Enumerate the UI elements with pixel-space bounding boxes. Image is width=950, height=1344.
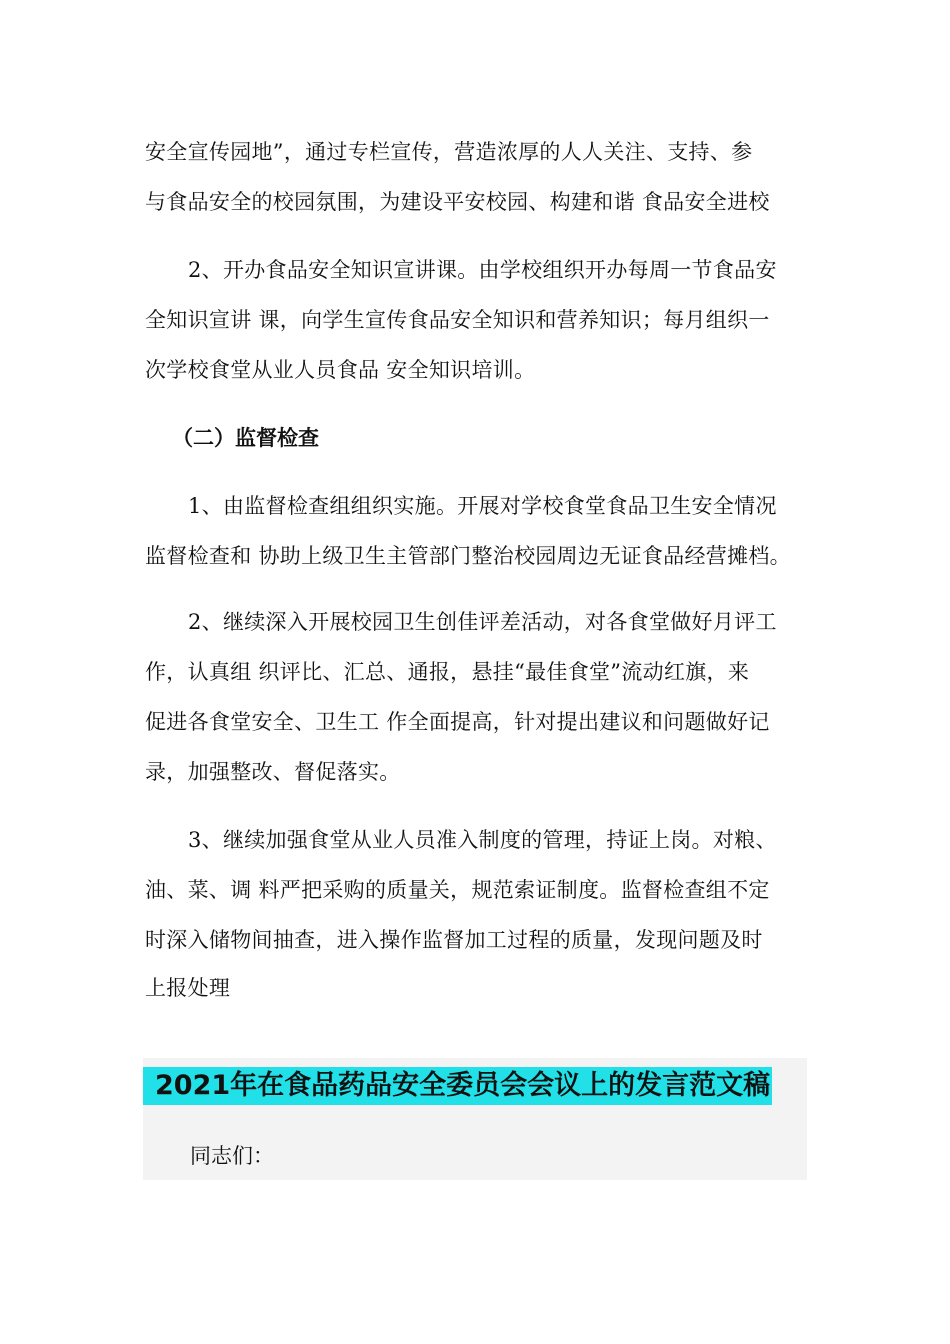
paragraph-line: 作，认真组 织评比、汇总、通报，悬挂“最佳食堂”流动红旗，来 xyxy=(145,660,750,684)
paragraph-line: 监督检查和 协助上级卫生主管部门整治校园周边无证食品经营摊档。 xyxy=(145,544,791,568)
paragraph-line: 时深入储物间抽查，进入操作监督加工过程的质量，发现问题及时 xyxy=(145,928,763,952)
paragraph-line: 3、继续加强食堂从业人员准入制度的管理，持证上岗。对粮、 xyxy=(188,828,777,852)
paragraph-line: 录，加强整改、督促落实。 xyxy=(145,760,401,784)
article-title-band xyxy=(143,1058,772,1114)
paragraph-line: 上报处理 xyxy=(145,976,231,1000)
paragraph-line: 2、继续深入开展校园卫生创佳评差活动，对各食堂做好月评工 xyxy=(188,610,777,634)
salutation: 同志们： xyxy=(190,1144,274,1168)
paragraph-line: 1、由监督检查组组织实施。开展对学校食堂食品卫生安全情况 xyxy=(188,494,777,518)
article-title: 2021年在食品药品安全委员会会议上的发言范文稿 xyxy=(143,1067,772,1105)
paragraph-line: 促进各食堂安全、卫生工 作全面提高，针对提出建议和问题做好记 xyxy=(145,710,770,734)
paragraph-line: 油、菜、调 料严把采购的质量关，规范索证制度。监督检查组不定 xyxy=(145,878,770,902)
paragraph-line: 全知识宣讲 课，向学生宣传食品安全知识和营养知识；每月组织一 xyxy=(145,308,770,332)
paragraph-line: 2、开办食品安全知识宣讲课。由学校组织开办每周一节食品安 xyxy=(188,258,777,282)
paragraph-line: 与食品安全的校园氛围，为建设平安校园、构建和谐 食品安全进校 xyxy=(145,190,770,214)
paragraph-line: 安全宣传园地”，通过专栏宣传，营造浓厚的人人关注、支持、参 xyxy=(145,140,753,164)
paragraph-line: 次学校食堂从业人员食品 安全知识培训。 xyxy=(145,358,536,382)
section-heading: （二）监督检查 xyxy=(172,426,319,450)
